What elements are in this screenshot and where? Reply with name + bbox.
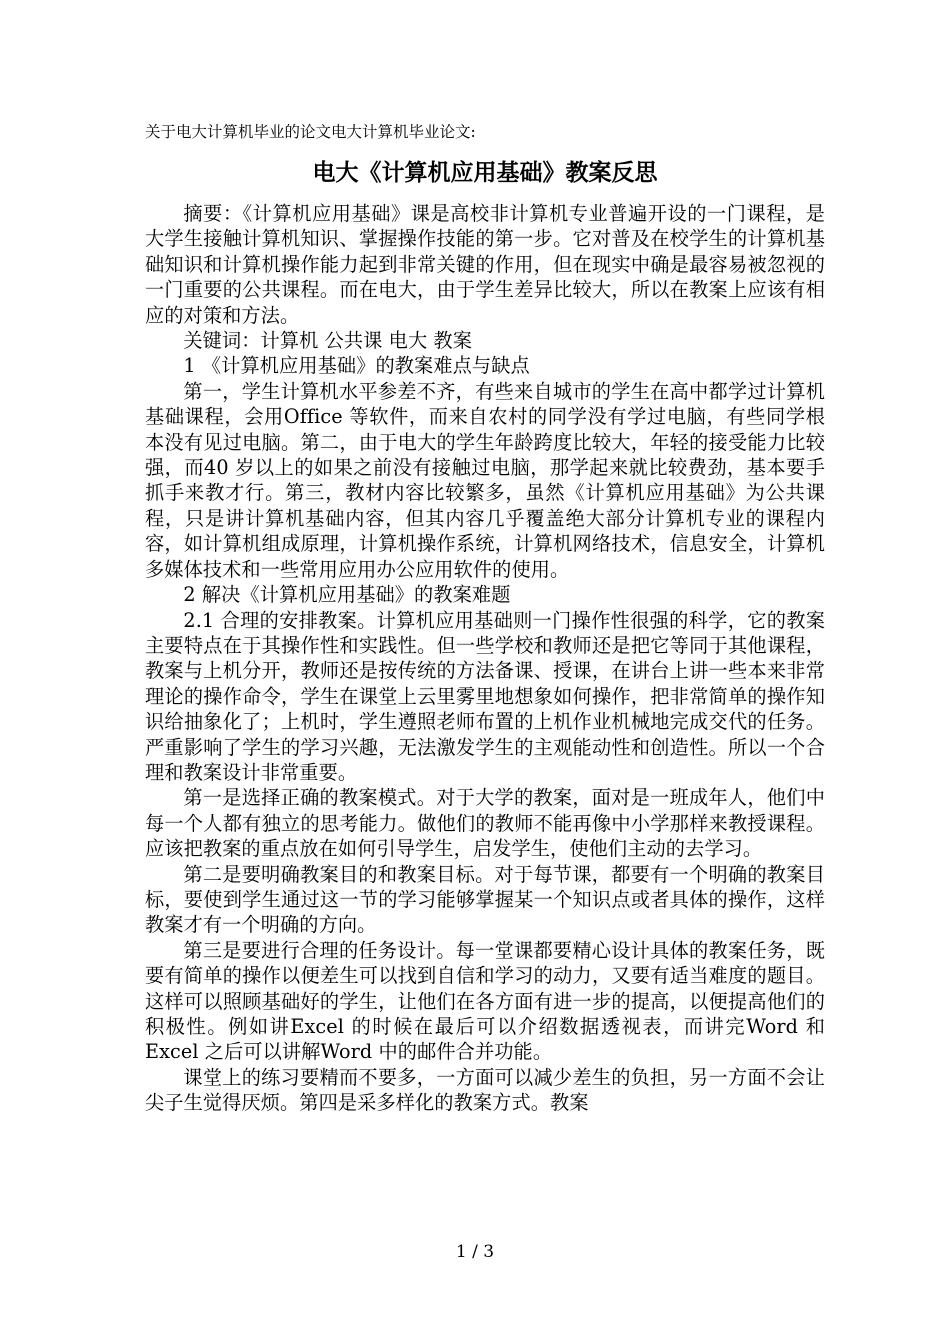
body-paragraph: 2.1 合理的安排教案。计算机应用基础则一门操作性很强的科学，它的教案主要特点在于其操作性和实践性。但一些学校和教师还是把它等同于其他课程，教案与上机分开，教师还是按传统的方法备课、授课，在讲台上讲一些本来非常理论的操作命令，学生在课堂上云里雾里地想象如何操作，把非常简单的操作知识给抽象化了；上机时，学生遵照老师布置的上机作业机械地完成交代的任务。严重影响了学生的学习兴趣，无法激发学生的主观能动性和创造性。所以一个合理和教案设计非常重要。	[145, 608, 825, 784]
body-paragraph: 第二是要明确教案目的和教案目标。对于每节课，都要有一个明确的教案目标，要使到学生通过这一节的学习能够掌握某一个知识点或者具体的操作，这样教案才有一个明确的方向。	[145, 862, 825, 937]
document-title: 电大《计算机应用基础》教案反思	[312, 160, 658, 186]
body-paragraph: 第三是要进行合理的任务设计。每一堂课都要精心设计具体的教案任务，既要有简单的操作以便差生可以找到自信和学习的动力，又要有适当难度的题目。这样可以照顾基础好的学生，让他们在各方面有进一步的提高，以便提高他们的积极性。例如讲Excel 的时候在最后可以介绍数据透视表，而讲完Word 和Excel 之后可以讲解Word 中的邮件合并功能。	[145, 938, 825, 1064]
header-line: 关于电大计算机毕业的论文电大计算机毕业论文:	[145, 123, 476, 141]
keywords-paragraph: 关键词：计算机 公共课 电大 教案	[183, 329, 473, 353]
page-number: 1 / 3	[455, 1242, 495, 1262]
body-paragraph: 第一是选择正确的教案模式。对于大学的教案，面对是一班成年人，他们中每一个人都有独立的思考能力。做他们的教师不能再像中小学那样来教授课程。应该把教案的重点放在如何引导学生，启发学生，使他们主动的去学习。	[145, 786, 825, 861]
section-heading-2: 2 解决《计算机应用基础》的教案难题	[183, 583, 511, 607]
document-body	[145, 201, 825, 1116]
body-paragraph: 课堂上的练习要精而不要多，一方面可以减少差生的负担，另一方面不会让尖子生觉得厌烦。第四是采多样化的教案方式。教案	[145, 1065, 825, 1115]
abstract-paragraph: 摘要：《计算机应用基础》课是高校非计算机专业普遍开设的一门课程，是大学生接触计算机知识、掌握操作技能的第一步。它对普及在校学生的计算机基础知识和计算机操作能力起到非常关键的作用，但在现实中确是最容易被忽视的一门重要的公共课程。而在电大，由于学生差异比较大，所以在教案上应该有相应的对策和方法。	[145, 202, 825, 327]
body-paragraph: 第一，学生计算机水平参差不齐，有些来自城市的学生在高中都学过计算机基础课程，会用Office 等软件，而来自农村的同学没有学过电脑，有些同学根本没有见过电脑。第二，由于电大的学生年龄跨度比较大，年轻的接受能力比较强，而40 岁以上的如果之前没有接触过电脑，那学起来就比较费劲，基本要手抓手来教才行。第三，教材内容比较繁多，虽然《计算机应用基础》为公共课程，只是讲计算机基础内容，但其内容几乎覆盖绝大部分计算机专业的课程内容，如计算机组成原理，计算机操作系统，计算机网络技术，信息安全，计算机多媒体技术和一些常用应用办公应用软件的使用。	[145, 379, 825, 581]
section-heading-1: 1 《计算机应用基础》的教案难点与缺点	[183, 354, 530, 378]
